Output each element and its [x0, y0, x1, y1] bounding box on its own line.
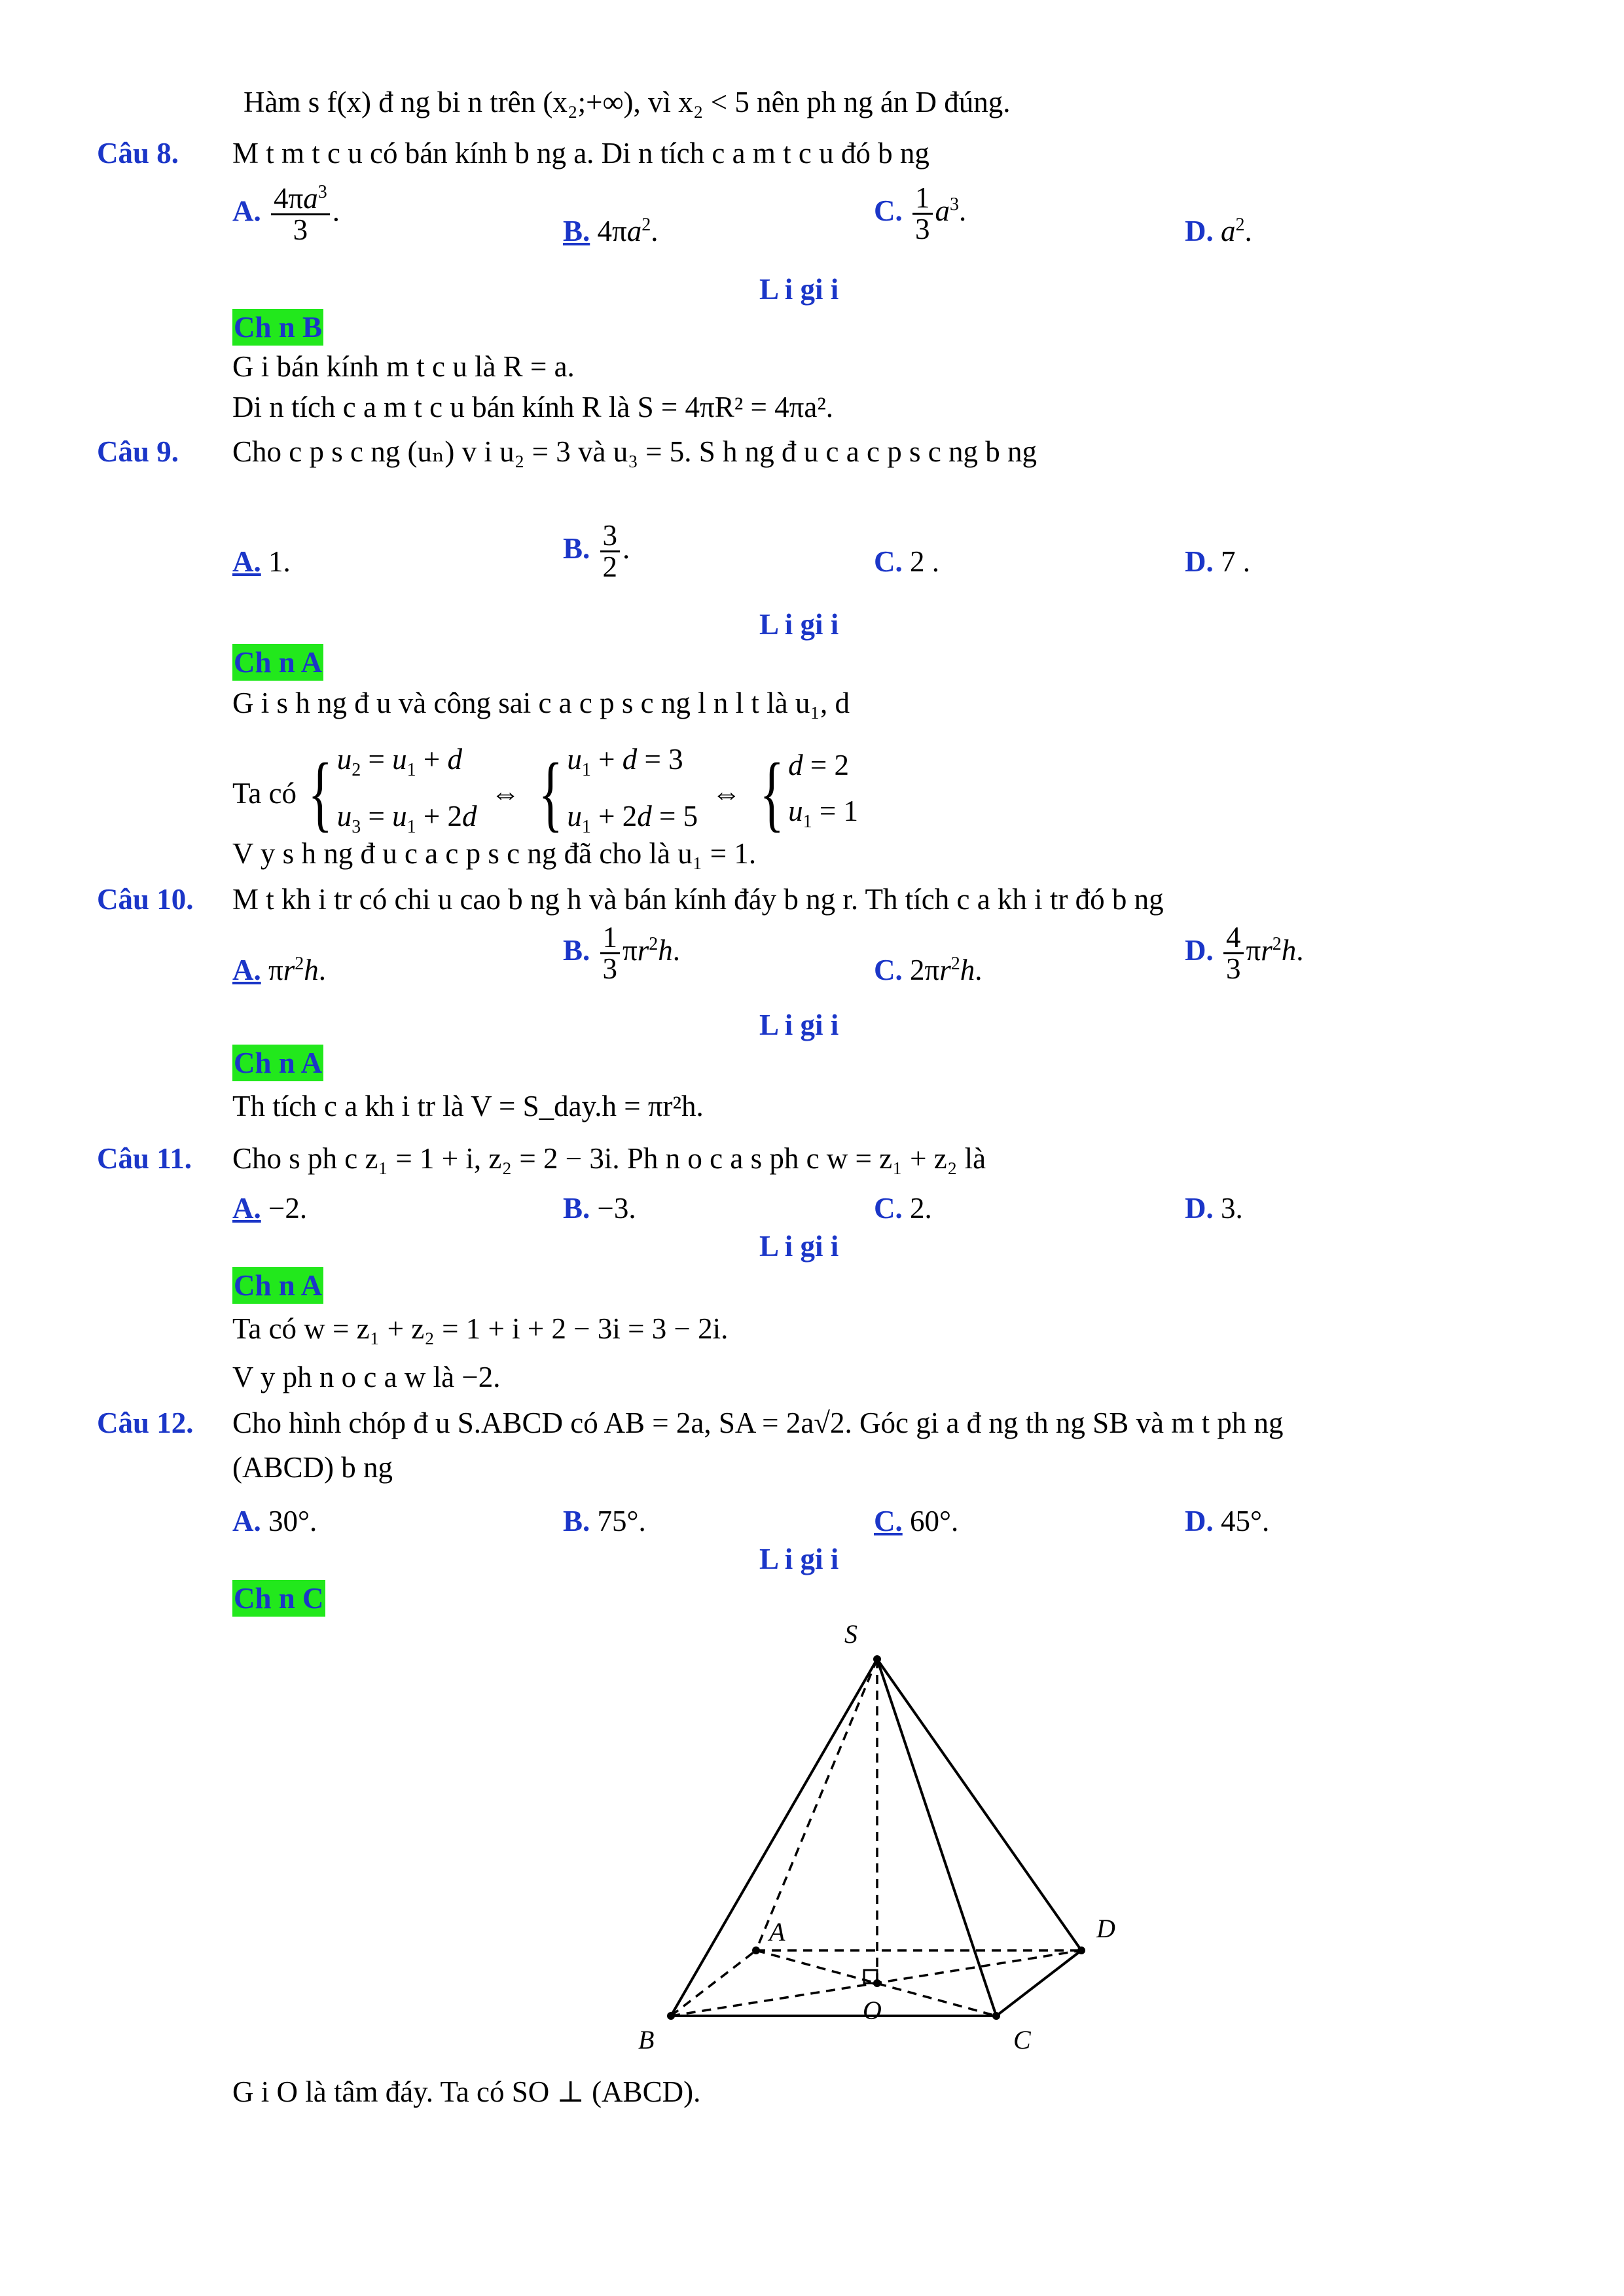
- q10-option-b-letter: B.: [563, 933, 590, 967]
- q10-option-b-fraction: $\frac{1}{3}$: [600, 923, 621, 984]
- question-9-text: Cho c p s c ng (uₙ) v i u₂ = 3 và u₃ = 5. S h ng đ u c a c p s c ng b ng: [232, 435, 1037, 468]
- q9-ta-co: Ta có: [232, 777, 297, 810]
- q9-solution-line-1: G i s h ng đ u và công sai c a c p s c ng l n l t là u₁, d: [232, 687, 850, 719]
- question-12-text-cont: (ABCD) b ng: [232, 1451, 393, 1484]
- q8-option-c[interactable]: C. $\frac{1}{3}$ $a^3$.: [874, 181, 967, 245]
- question-11-text: Cho s ph c z₁ = 1 + i, z₂ = 2 − 3i. Ph n o c a s ph c w = z₁ + z₂ là: [232, 1142, 986, 1175]
- q11-option-b-letter: B.: [563, 1192, 590, 1225]
- q11-choice-badge: Ch n A: [232, 1267, 323, 1304]
- q10-option-d[interactable]: D. $\frac{4}{3}$ $\pi r^2h$.: [1185, 921, 1304, 985]
- q9-solution-heading: L i gi i: [759, 608, 839, 641]
- q12-option-c-content: 60°.: [910, 1505, 959, 1537]
- q9-option-b-fraction: $\frac{3}{2}$: [600, 521, 621, 582]
- intro-line: Hàm s f(x) đ ng bi n trên (x₂;+∞), vì x₂ < 5 nên ph ng án D đúng.: [244, 86, 1011, 118]
- q10-solution-line-1: Th tích c a kh i tr là V = S_day.h = πr²h.: [232, 1090, 704, 1122]
- q8-option-d-letter: D.: [1185, 215, 1214, 247]
- question-10-text: M t kh i tr có chi u cao b ng h và bán kính đáy b ng r. Th tích c a kh i tr đó b ng: [232, 883, 1164, 916]
- q11-option-d-letter: D.: [1185, 1192, 1214, 1225]
- q10-option-d-fraction: $\frac{4}{3}$: [1223, 923, 1244, 984]
- q10-choice-badge: Ch n A: [232, 1045, 323, 1081]
- q9-option-d-content: 7 .: [1221, 545, 1250, 578]
- q8-solution-line-2: Di n tích c a m t c u bán kính R là S = 4πR² = 4πa².: [232, 391, 834, 423]
- q12-option-d-content: 45°.: [1221, 1505, 1270, 1537]
- q9-option-a-content: 1.: [268, 545, 291, 578]
- q9-option-b[interactable]: B. $\frac{3}{2}$ .: [563, 519, 630, 583]
- q9-option-c-content: 2 .: [910, 545, 939, 578]
- q8-option-b-letter: B.: [563, 215, 590, 247]
- question-11-label: Câu 11.: [97, 1142, 192, 1175]
- label-O: O: [863, 1996, 882, 2025]
- q12-option-b-content: 75°.: [597, 1505, 646, 1537]
- question-12-label: Câu 12.: [97, 1407, 194, 1439]
- q12-option-a-content: 30°.: [268, 1505, 317, 1537]
- question-10-label: Câu 10.: [97, 883, 194, 916]
- q11-option-d-content: 3.: [1221, 1192, 1243, 1225]
- q10-option-c-letter: C.: [874, 954, 903, 986]
- q10-option-b[interactable]: B. $\frac{1}{3}$ $\pi r^2h$.: [563, 921, 681, 985]
- label-B: B: [638, 2025, 655, 2054]
- label-A: A: [769, 1917, 785, 1946]
- q11-solution-line-2: V y ph n o c a w là −2.: [232, 1361, 501, 1393]
- q12-choice-badge: Ch n C: [232, 1580, 325, 1617]
- q11-option-a-letter: A.: [232, 1192, 261, 1225]
- q12-solution-heading: L i gi i: [759, 1543, 839, 1575]
- q8-option-a[interactable]: A. $\frac{4\pi a^3}{3}$ .: [232, 182, 340, 246]
- q10-option-a-content: $\pi r^2h$.: [268, 954, 326, 986]
- q9-equation-system: Ta có { $u_2 = u_1 + d$ $u_3 = u_1 + 2d$ ⇔ { $u_1 + d = 3$ $u_1 + 2d = 5$ ⇔ { d = 2 $u_1 = 1$: [232, 743, 858, 840]
- q11-option-a-content: −2.: [268, 1192, 308, 1225]
- q8-choice-badge: Ch n B: [232, 309, 323, 346]
- q8-option-a-letter: A.: [232, 194, 261, 228]
- label-D: D: [1096, 1914, 1115, 1943]
- label-C: C: [1013, 2025, 1031, 2054]
- q12-option-c-letter: C.: [874, 1505, 903, 1537]
- q10-option-c-content: $2\pi r^2h$.: [910, 954, 983, 986]
- q8-option-b-content: $4\pi a^2$.: [597, 215, 659, 247]
- question-9-label: Câu 9.: [97, 435, 179, 468]
- q8-option-d-content: $a^2$.: [1221, 215, 1252, 247]
- q9-option-c-letter: C.: [874, 545, 903, 578]
- q9-solution-line-3: V y s h ng đ u c a c p s c ng đã cho là u₁ = 1.: [232, 837, 757, 870]
- question-12-text: Cho hình chóp đ u S.ABCD có AB = 2a, SA = 2a√2. Góc gi a đ ng th ng SB và m t ph ng: [232, 1407, 1284, 1439]
- q10-option-d-letter: D.: [1185, 933, 1214, 967]
- q8-solution-heading: L i gi i: [759, 273, 839, 306]
- q8-option-c-fraction: $\frac{1}{3}$: [912, 183, 933, 244]
- q8-option-c-letter: C.: [874, 194, 903, 227]
- q9-option-a-letter: A.: [232, 545, 261, 578]
- q11-solution-line-1: Ta có w = z₁ + z₂ = 1 + i + 2 − 3i = 3 − 2i.: [232, 1312, 729, 1345]
- q12-option-d-letter: D.: [1185, 1505, 1214, 1537]
- q11-solution-heading: L i gi i: [759, 1230, 839, 1263]
- q12-option-b-letter: B.: [563, 1505, 590, 1537]
- q9-option-d-letter: D.: [1185, 545, 1214, 578]
- q11-option-c-letter: C.: [874, 1192, 903, 1225]
- q12-solution-line-1: G i O là tâm đáy. Ta có SO ⊥ (ABCD).: [232, 2075, 701, 2108]
- question-8-text: M t m t c u có bán kính b ng a. Di n tích c a m t c u đó b ng: [232, 137, 929, 170]
- label-S: S: [844, 1619, 857, 1649]
- q11-option-b-content: −3.: [597, 1192, 636, 1225]
- q8-option-a-fraction: $\frac{4\pi a^3}{3}$: [271, 183, 330, 245]
- q10-option-a-letter: A.: [232, 954, 261, 986]
- q9-choice-badge: Ch n A: [232, 644, 323, 681]
- q11-option-c-content: 2.: [910, 1192, 932, 1225]
- q8-solution-line-1: G i bán kính m t c u là R = a.: [232, 350, 575, 383]
- q9-option-b-letter: B.: [563, 531, 590, 565]
- question-8-label: Câu 8.: [97, 137, 179, 170]
- q10-solution-heading: L i gi i: [759, 1009, 839, 1041]
- q12-option-a-letter: A.: [232, 1505, 261, 1537]
